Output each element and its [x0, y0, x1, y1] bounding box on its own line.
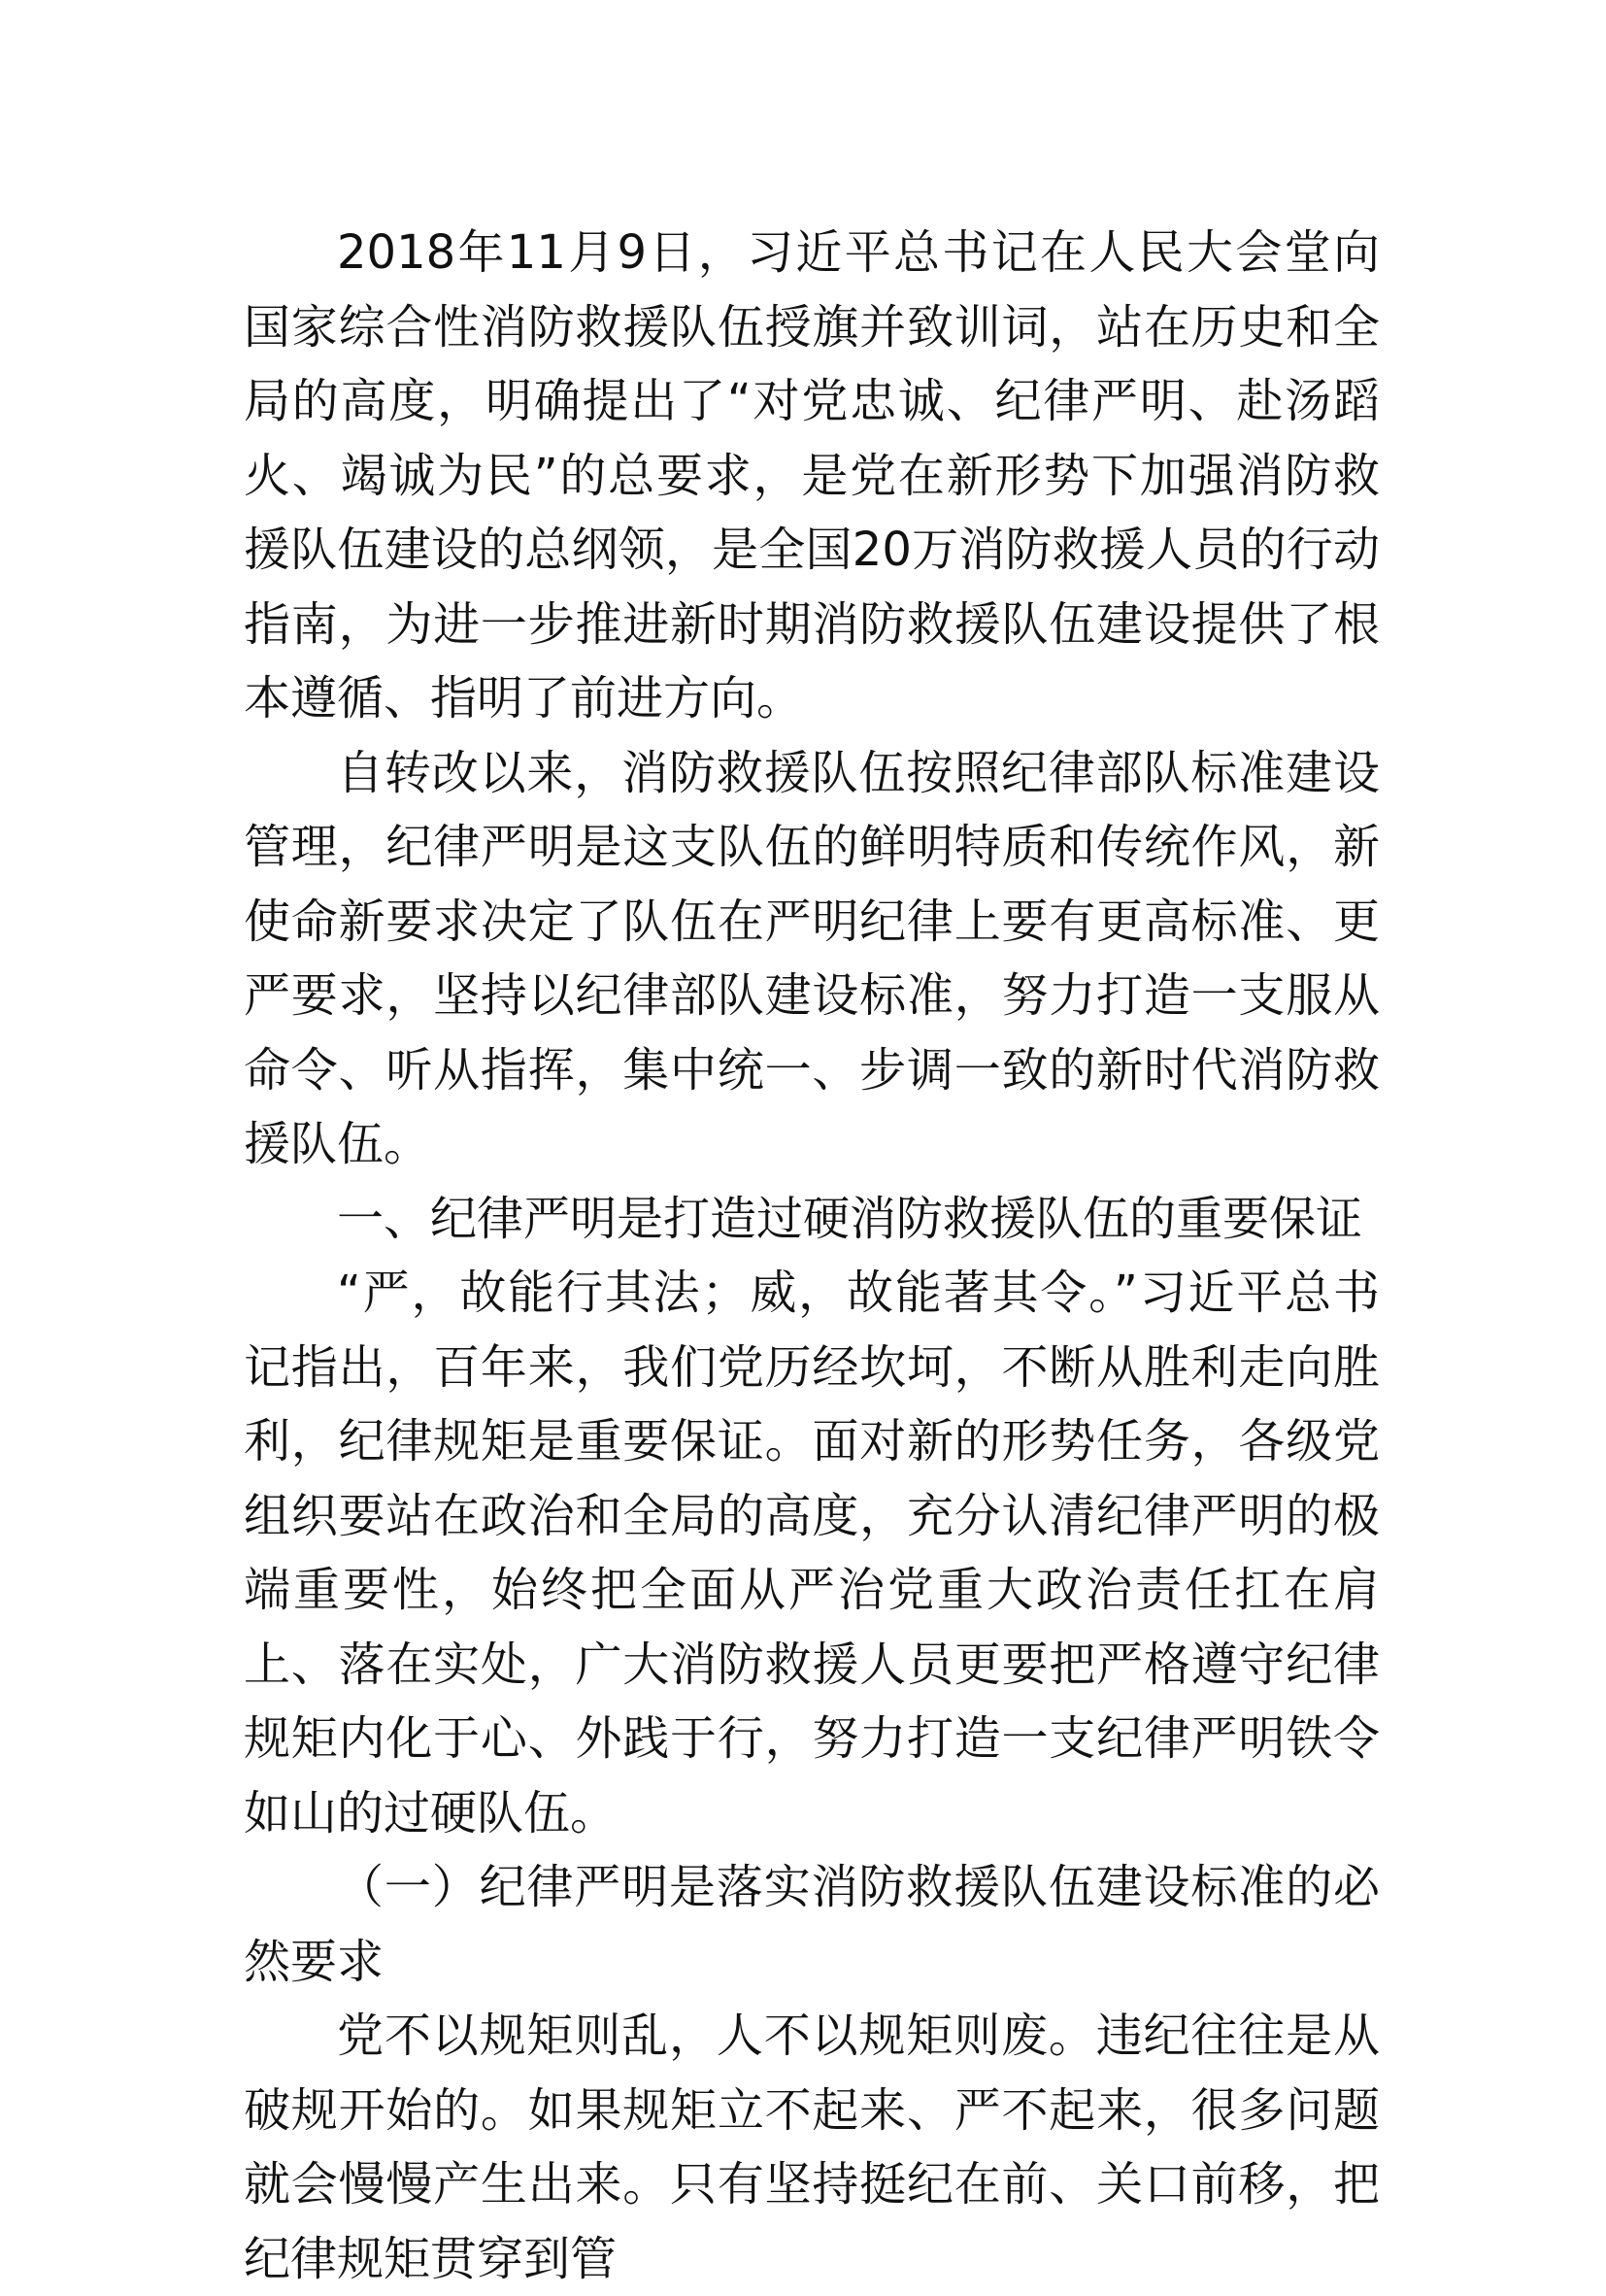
paragraph-intro: 2018年11月9日，习近平总书记在人民大会堂向国家综合性消防救援队伍授旗并致训词，站在历史和全局的高度，明确提出了“对党忠诚、纪律严明、赴汤蹈火、竭诚为民”的总要求，是党在新形势下加强消防救援队伍建设的总纲领，是全国20万消防救援人员的行动指南，为进一步推进新时期消防救援队伍建设提供了根本遵循、指明了前进方向。	[244, 225, 1380, 726]
paragraph-reform: 自转改以来，消防救援队伍按照纪律部队标准建设管理，纪律严明是这支队伍的鲜明特质和传统作风，新使命新要求决定了队伍在严明纪律上要有更高标准、更严要求，坚持以纪律部队建设标准，努力打造一支服从命令、听从指挥，集中统一、步调一致的新时代消防救援队伍。	[244, 745, 1380, 1171]
document-body	[244, 216, 1380, 2296]
paragraph-rules: 党不以规矩则乱，人不以规矩则废。违纪往往是从破规开始的。如果规矩立不起来、严不起来，很多问题就会慢慢产生出来。只有坚持挺纪在前、关口前移，把纪律规矩贯穿到管	[244, 2009, 1380, 2286]
subsection-heading-1: （一）纪律严明是落实消防救援队伍建设标准的必然要求	[244, 1860, 1380, 1989]
paragraph-discipline: “严，故能行其法；威，故能著其令。”习近平总书记指出，百年来，我们党历经坎坷，不断从胜利走向胜利，纪律规矩是重要保证。面对新的形势任务，各级党组织要站在政治和全局的高度，充分认清纪律严明的极端重要性，始终把全面从严治党重大政治责任扛在肩上、落在实处，广大消防救援人员更要把严格遵守纪律规矩内化于心、外践于行，努力打造一支纪律严明铁令如山的过硬队伍。	[244, 1266, 1380, 1840]
section-heading-1: 一、纪律严明是打造过硬消防救援队伍的重要保证	[337, 1191, 1363, 1246]
